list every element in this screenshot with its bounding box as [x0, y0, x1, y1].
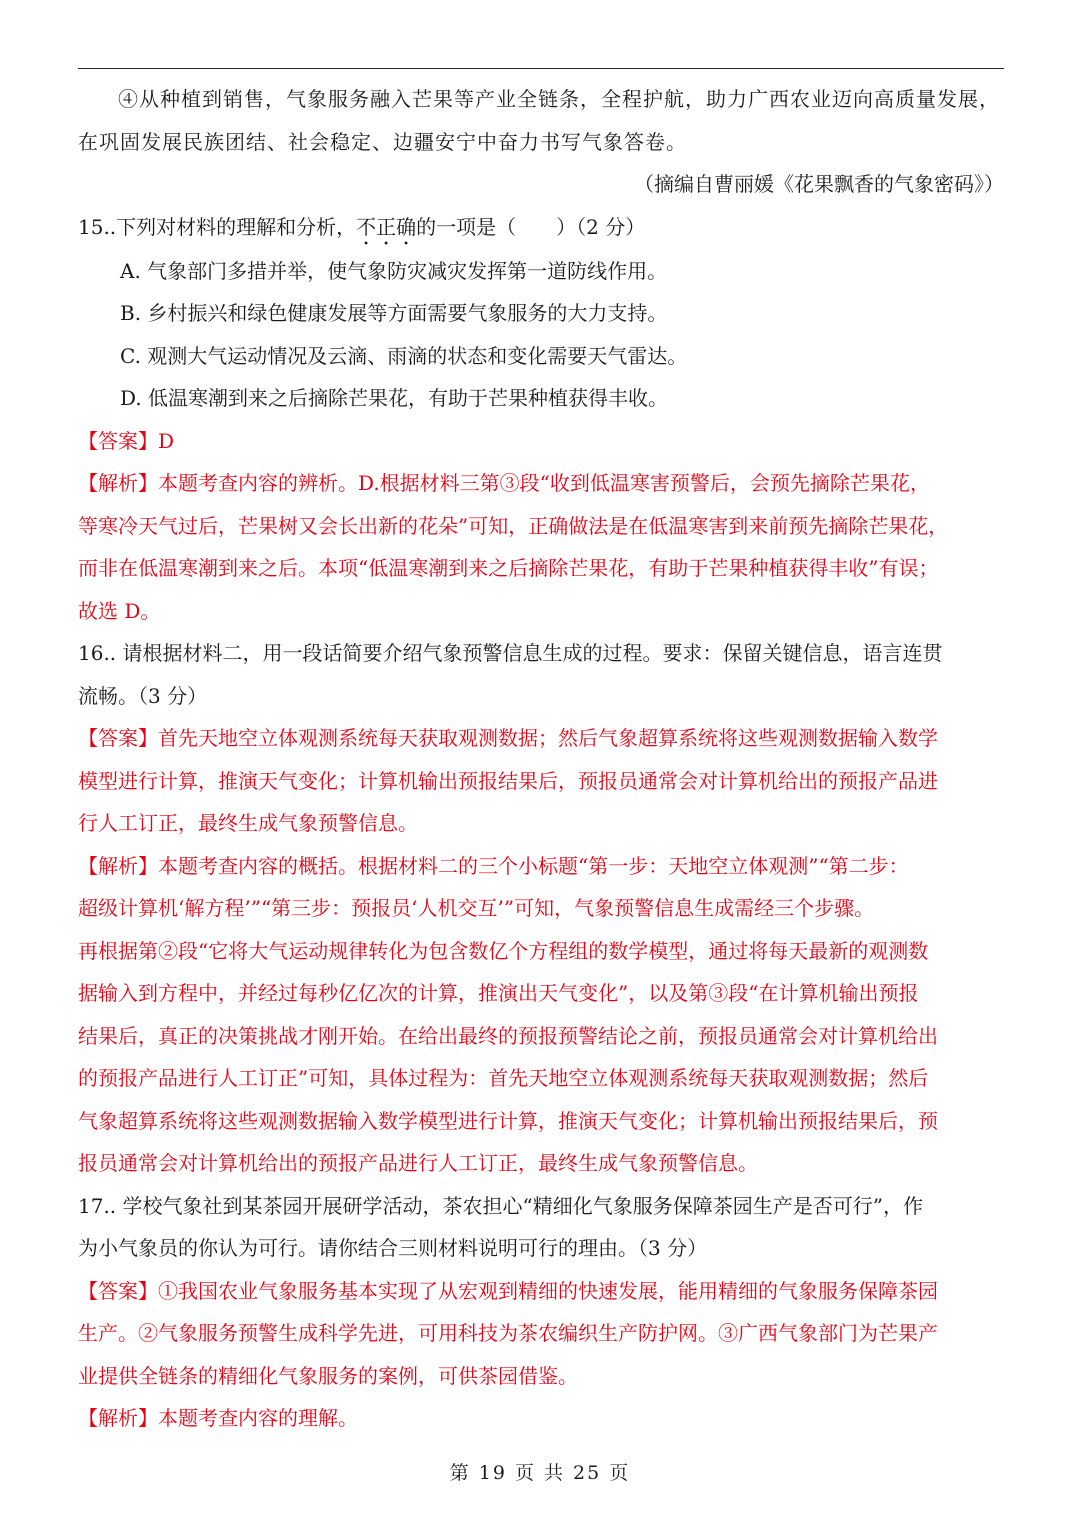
answer-line: 业提供全链条的精细化气象服务的案例，可供茶园借鉴。 [78, 1363, 578, 1388]
analysis-line: 据输入到方程中，并经过每秒亿亿次的计算，推演出天气变化”，以及第③段“在计算机输出预报 [78, 981, 919, 1005]
option-c: C. 观测大气运动情况及云滴、雨滴的状态和变化需要天气雷达。 [120, 343, 688, 368]
question-16-stem: 16.. 请根据材料二，用一段话简要介绍气象预警信息生成的过程。要求：保留关键信息，语言连贯 [78, 641, 943, 665]
analysis-line: 而非在低温寒潮到来之后。本项“低温寒潮到来之后摘除芒果花，有助于芒果种植获得丰收”有误； [78, 556, 939, 580]
answer-line: 【答案】①我国农业气象服务基本实现了从宏观到精细的快速发展，能用精细的气象服务保障茶园 [78, 1278, 938, 1303]
analysis-line: 【解析】本题考查内容的理解。 [78, 1406, 358, 1430]
page-content [78, 78, 1004, 1440]
analysis-line: 再根据第②段“它将大气运动规律转化为包含数亿个方程组的数学模型，通过将每天最新的观测数 [78, 938, 929, 963]
analysis-line: 的预报产品进行人工订正”可知，具体过程为：首先天地空立体观测系统每天获取观测数据；然后 [78, 1066, 929, 1090]
passage-line: ④从种植到销售，气象服务融入芒果等产业全链条，全程护航，助力广西农业迈向高质量发展， [118, 87, 1000, 111]
analysis-line: 超级计算机‘解方程’”“第三步：预报员‘人机交互’”可知，气象预警信息生成需经三个步骤。 [78, 896, 875, 920]
answer-line: 【答案】首先天地空立体观测系统每天获取观测数据；然后气象超算系统将这些观测数据输入数学 [78, 726, 938, 750]
answer-line: 生产。②气象服务预警生成科学先进，可用科技为茶农编织生产防护网。③广西气象部门为芒果产 [78, 1321, 938, 1345]
analysis-line: 【解析】本题考查内容的辨析。D.根据材料三第③段“收到低温寒害预警后，会预先摘除芒果花， [78, 471, 930, 495]
header-rule [78, 68, 1004, 69]
option-d: D. 低温寒潮到来之后摘除芒果花，有助于芒果种植获得丰收。 [120, 386, 669, 410]
analysis-line: 【解析】本题考查内容的概括。根据材料二的三个小标题“第一步：天地空立体观测”“第二步： [78, 853, 909, 878]
question-17-stem: 为小气象员的你认为可行。请你结合三则材料说明可行的理由。（3 分） [78, 1236, 708, 1260]
option-a: A. 气象部门多措并举，使气象防灾减灾发挥第一道防线作用。 [120, 258, 668, 283]
question-16-stem: 流畅。（3 分） [78, 683, 208, 708]
passage-source: （摘编自曹丽媛《花果飘香的气象密码》） [634, 172, 1004, 196]
analysis-line: 等寒冷天气过后，芒果树又会长出新的花朵”可知，正确做法是在低温寒害到来前预先摘除芒果花， [78, 513, 949, 538]
answer-line: 行人工订正，最终生成气象预警信息。 [78, 811, 418, 835]
question-17-stem: 17.. 学校气象社到某茶园开展研学活动，茶农担心“精细化气象服务保障茶园生产是否可行”，作 [78, 1193, 923, 1218]
page-footer: 第 19 页 共 25 页 [449, 1462, 631, 1484]
passage-line: 在巩固发展民族团结、社会稳定、边疆安宁中奋力书写气象答卷。 [78, 129, 687, 154]
emphasis-text: 不正确 [356, 214, 417, 239]
question-15-stem: 15..下列对材料的理解和分析，不正确的一项是（ ）（2 分） [78, 214, 646, 239]
analysis-line: 故选 D。 [78, 598, 161, 623]
option-b: B. 乡村振兴和绿色健康发展等方面需要气象服务的大力支持。 [120, 301, 668, 325]
analysis-line: 报员通常会对计算机给出的预报产品进行人工订正，最终生成气象预警信息。 [78, 1151, 758, 1175]
question-15-answer: 【答案】D [78, 428, 175, 453]
answer-line: 模型进行计算，推演天气变化；计算机输出预报结果后，预报员通常会对计算机给出的预报产品进 [78, 768, 938, 793]
analysis-line: 气象超算系统将这些观测数据输入数学模型进行计算，推演天气变化；计算机输出预报结果后，预 [78, 1108, 938, 1133]
analysis-line: 结果后，真正的决策挑战才刚开始。在给出最终的预报预警结论之前，预报员通常会对计算机给出 [78, 1023, 938, 1048]
